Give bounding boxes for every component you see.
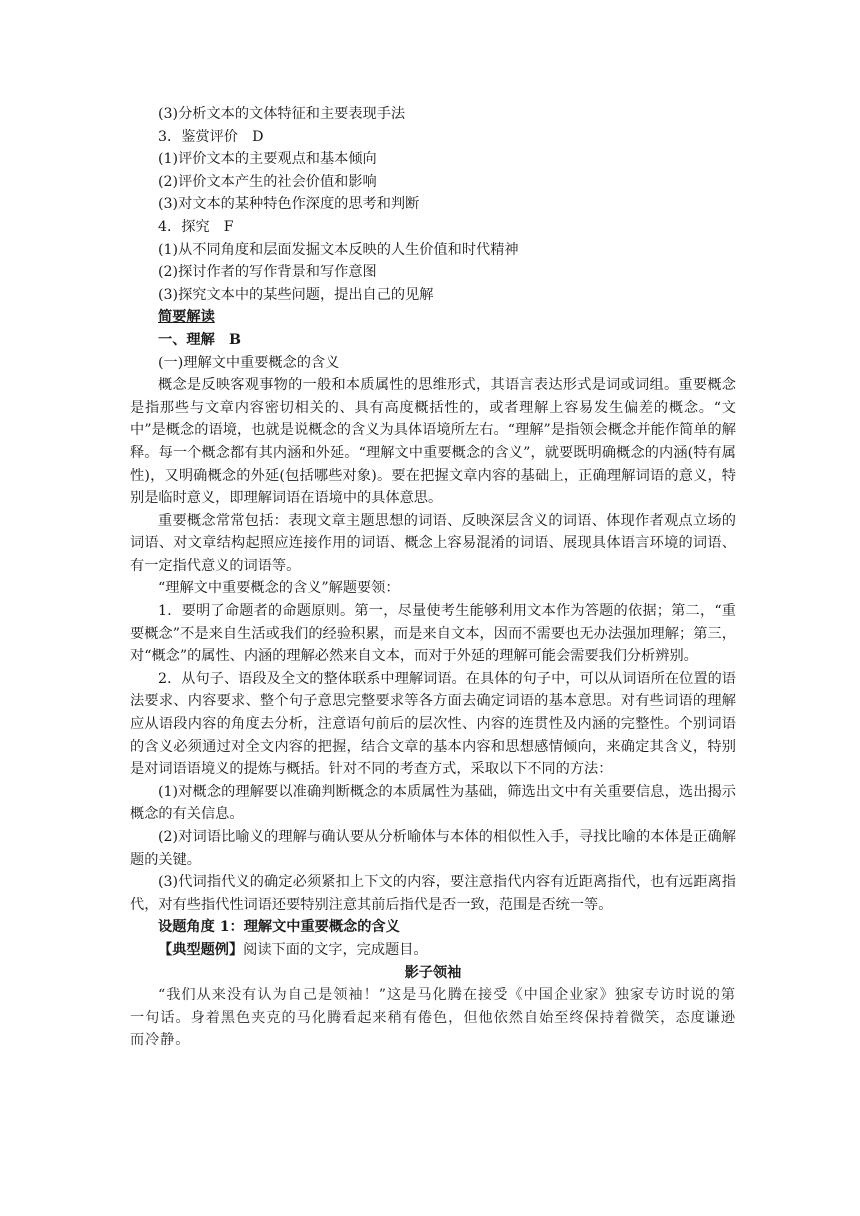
list-item: (1)从不同角度和层面发掘文本反映的人生价值和时代精神	[158, 241, 519, 258]
article-title: 影子领袖	[404, 964, 462, 981]
list-item: (3)探究文本中的某些问题，提出自己的见解	[158, 286, 434, 303]
section-title-text: 简要解读	[158, 309, 215, 326]
heading-understanding: 一、理解 B	[158, 331, 241, 348]
sub-heading-concept: (一)理解文中重要概念的含义	[158, 354, 340, 371]
document-page	[130, 103, 736, 1052]
section-title	[130, 306, 736, 329]
list-item: (2)评价文本产生的社会价值和影响	[158, 173, 377, 190]
list-item: (3)分析文本的文体特征和主要表现手法	[158, 106, 406, 122]
example-label: 【典型题例】	[158, 941, 244, 958]
paragraph-tip-1: 1．要明了命题者的命题原则。第一，尽量使考生能够利用文本作为答题的依据；第二，“重要概念”不是来自生活或我们的经验积累，而是来自文本，因而不需要也无办法强加理解；第三，对“概念”的属性、内涵的理解必然来自文本，而对于外延的理解可能会需要我们分析辨别。	[130, 603, 736, 665]
paragraph-method-1: (1)对概念的理解要以准确判断概念的本质属性为基础，筛选出文中有关重要信息，选出揭示概念的有关信息。	[130, 783, 736, 823]
list-item: (1)评价文本的主要观点和基本倾向	[158, 151, 377, 168]
example-text: 阅读下面的文字，完成题目。	[243, 941, 428, 958]
article-paragraph: “我们从来没有认为自己是领袖！”这是马化腾在接受《中国企业家》独家专访时说的第一句话。身着黑色夹克的马化腾看起来稍有倦色，但他依然自始至终保持着微笑，态度谦逊而冷静。	[130, 987, 736, 1049]
paragraph-method-3: (3)代词指代义的确定必须紧扣上下文的内容，要注意指代内容有近距离指代，也有远距离指代，对有些指代性词语还要特别注意其前后指代是否一致，范围是否统一等。	[130, 874, 736, 913]
paragraph-common-concepts: 重要概念常常包括：表现文章主题思想的词语、反映深层含义的词语、体现作者观点立场的词语、对文章结构起照应连接作用的词语、概念上容易混淆的词语、展现具体语言环境的词语、有一定指代意义的词语等。	[130, 512, 736, 574]
paragraph-tip-2: 2．从句子、语段及全文的整体联系中理解词语。在具体的句子中，可以从词语所在位置的语法要求、内容要求、整个句子意思完整要求等各方面去确定词语的基本意思。对有些词语的理解应从语段内容的角度去分析，注意语句前后的层次性、内容的连贯性及内涵的完整性。个别词语的含义必须通过对全文内容的把握，结合文章的基本内容和思想感情倾向，来确定其含义，特别是对词语语境义的提炼与概括。针对不同的考查方式，采取以下不同的方法：	[130, 670, 736, 778]
list-item: 3．鉴赏评价 D	[158, 128, 264, 145]
paragraph-concept: 概念是反映客观事物的一般和本质属性的思维形式，其语言表达形式是词或词组。重要概念是指那些与文章内容密切相关的、具有高度概括性的，或者理解上容易发生偏差的概念。“文中”是概念的语境，也就是说概念的含义为具体语境所左右。“理解”是指领会概念并能作简单的解释。每一个概念都有其内涵和外延。“理解文中重要概念的含义”，就要既明确概念的内涵(特有属性)，又明确概念的外延(包括哪些对象)。要在把握文章内容的基础上，正确理解词语的意义，特别是临时意义，即理解词语在语境中的具体意思。	[130, 377, 736, 507]
angle-title: 设题角度 1：理解文中重要概念的含义	[158, 919, 400, 936]
paragraph-method-2: (2)对词语比喻义的理解与确认要从分析喻体与本体的相似性入手，寻找比喻的本体是正确解题的关键。	[130, 829, 736, 868]
list-item: (2)探讨作者的写作背景和写作意图	[158, 264, 377, 281]
list-item: (3)对文本的某种特色作深度的思考和判断	[158, 196, 420, 213]
paragraph-tips-title: “理解文中重要概念的含义”解题要领：	[158, 580, 400, 597]
list-item: 4．探究 F	[158, 218, 234, 235]
example-line	[130, 939, 736, 962]
